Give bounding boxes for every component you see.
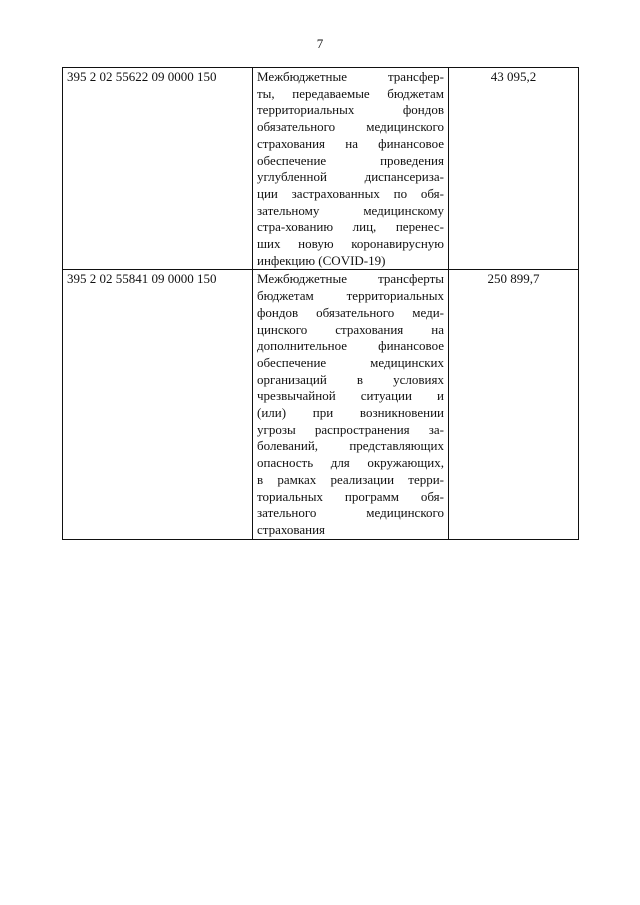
description-line: ции застрахованных по обя- [257,185,444,201]
table-row [63,270,579,539]
description-line: болеваний, представляющих [257,438,444,454]
transfer-amount: 43 095,2 [449,68,579,270]
description-line: территориальных фондов [257,102,444,118]
description-line: организаций в условиях [257,371,444,387]
transfer-description [253,68,449,270]
budget-classification-code: 395 2 02 55622 09 0000 150 [63,68,253,270]
description-line: обеспечение проведения [257,152,444,168]
transfer-description [253,270,449,539]
description-line: зательному медицинскому [257,202,444,218]
description-line: Межбюджетные трансферты [257,271,444,287]
description-line: фондов обязательного меди- [257,304,444,320]
description-line: стра-хованию лиц, перенес- [257,219,444,235]
description-line: (или) при возникновении [257,405,444,421]
description-line: бюджетам территориальных [257,288,444,304]
description-line: страхования на финансовое [257,135,444,151]
description-line: зательного медицинского [257,505,444,521]
description-line: Межбюджетные трансфер- [257,69,444,84]
description-line: ших новую коронавирусную [257,236,444,252]
description-line: ты, передаваемые бюджетам [257,85,444,101]
description-line: углубленной диспансеризa- [257,169,444,185]
page-number: 7 [316,36,324,51]
description-line: обеспечение медицинских [257,354,444,370]
description-line: инфекцию (COVID-19) [257,252,386,268]
description-line: страхования [257,521,326,537]
transfer-amount: 250 899,7 [449,270,579,539]
description-line: цинского страхования на [257,321,444,337]
description-line: опасность для окружающих, [257,455,444,471]
budget-transfers-table [62,67,579,540]
description-line: обязательного медицинского [257,119,444,135]
budget-classification-code: 395 2 02 55841 09 0000 150 [63,270,253,539]
description-line: чрезвычайной ситуации и [257,388,444,404]
table-row [63,68,579,270]
description-line: угрозы распространения за- [257,421,444,437]
description-line: дополнительное финансовое [257,338,444,354]
description-line: ториальных программ обя- [257,488,444,504]
description-line: в рамках реализации терри- [257,471,444,487]
